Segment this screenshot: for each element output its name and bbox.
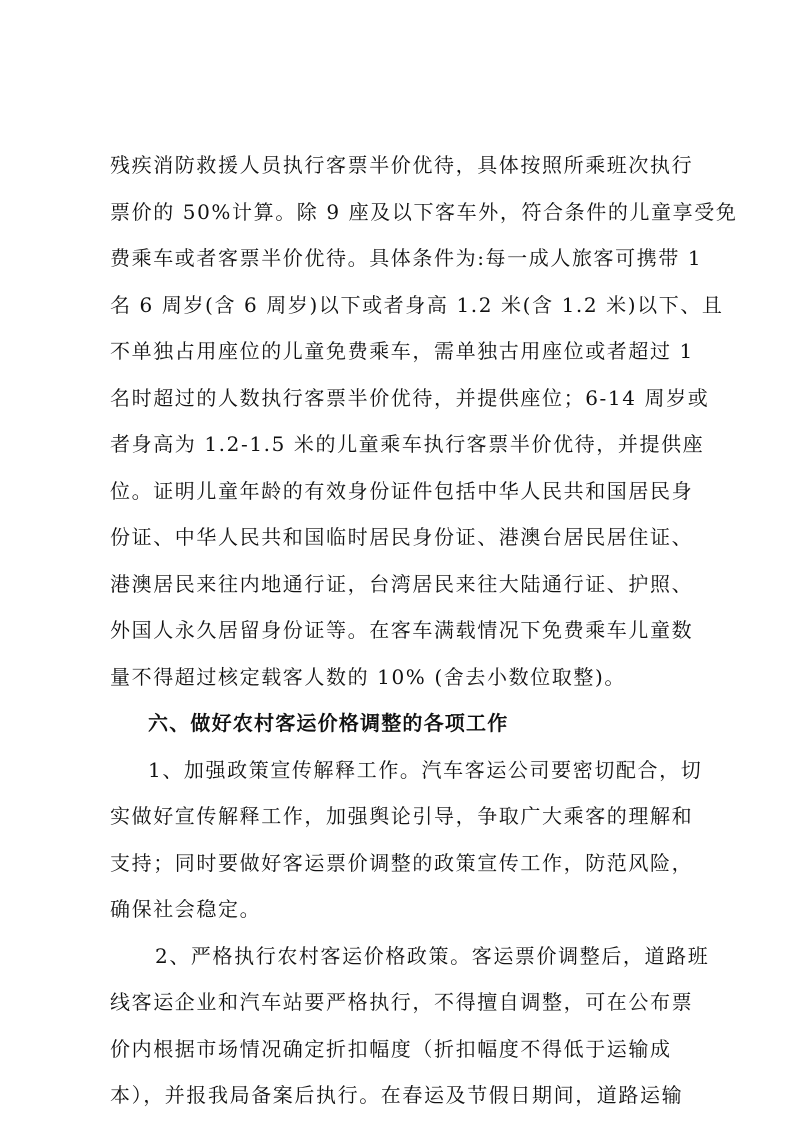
paragraph-line: 不单独占用座位的儿童免费乘车，需单独古用座位或者超过 1: [110, 339, 694, 363]
paragraph-line: 名 6 周岁(含 6 周岁)以下或者身高 1.2 米(含 1.2 米)以下、且: [110, 293, 724, 317]
section-heading: 六、做好农村客运价格调整的各项工作: [148, 711, 509, 735]
paragraph-line: 2、严格执行农村客运价格政策。客运票价调整后，道路班: [155, 944, 710, 968]
paragraph-line: 票价的 50%计算。除 9 座及以下客车外，符合条件的儿童享受免: [110, 200, 738, 224]
paragraph-line: 确保社会稳定。: [110, 897, 262, 921]
paragraph-line: 实做好宣传解释工作，加强舆论引导，争取广大乘客的理解和: [110, 804, 694, 828]
paragraph-line: 费乘车或者客票半价优待。具体条件为:每一成人旅客可携带 1: [110, 246, 703, 270]
paragraph-line: 残疾消防救援人员执行客票半价优待，具体按照所乘班次执行: [110, 153, 694, 177]
paragraph-line: 1、加强政策宣传解释工作。汽车客运公司要密切配合，切: [148, 758, 703, 782]
paragraph-line: 本），并报我局备案后执行。在春运及节假日期间，道路运输: [110, 1083, 684, 1107]
paragraph-line: 份证、中华人民共和国临时居民身份证、港澳台居民居住证、: [110, 525, 694, 549]
paragraph-line: 线客运企业和汽车站要严格执行，不得擅自调整，可在公布票: [110, 990, 694, 1014]
paragraph-line: 支持；同时要做好客运票价调整的政策宣传工作，防范风险，: [110, 851, 694, 875]
paragraph-line: 名时超过的人数执行客票半价优待，并提供座位；6-14 周岁或: [110, 386, 710, 410]
paragraph-line: 量不得超过核定载客人数的 10% (舍去小数位取整)。: [110, 665, 626, 689]
paragraph-line: 港澳居民来往内地通行证，台湾居民来往大陆通行证、护照、: [110, 572, 694, 596]
paragraph-line: 者身高为 1.2-1.5 米的儿童乘车执行客票半价优待，并提供座: [110, 432, 705, 456]
paragraph-line: 价内根据市场情况确定折扣幅度（折扣幅度不得低于运输成: [110, 1037, 672, 1061]
paragraph-line: 外国人永久居留身份证等。在客车满载情况下免费乘车儿童数: [110, 618, 694, 642]
paragraph-line: 位。证明儿童年龄的有效身份证件包括中华人民共和国居民身: [110, 479, 694, 503]
